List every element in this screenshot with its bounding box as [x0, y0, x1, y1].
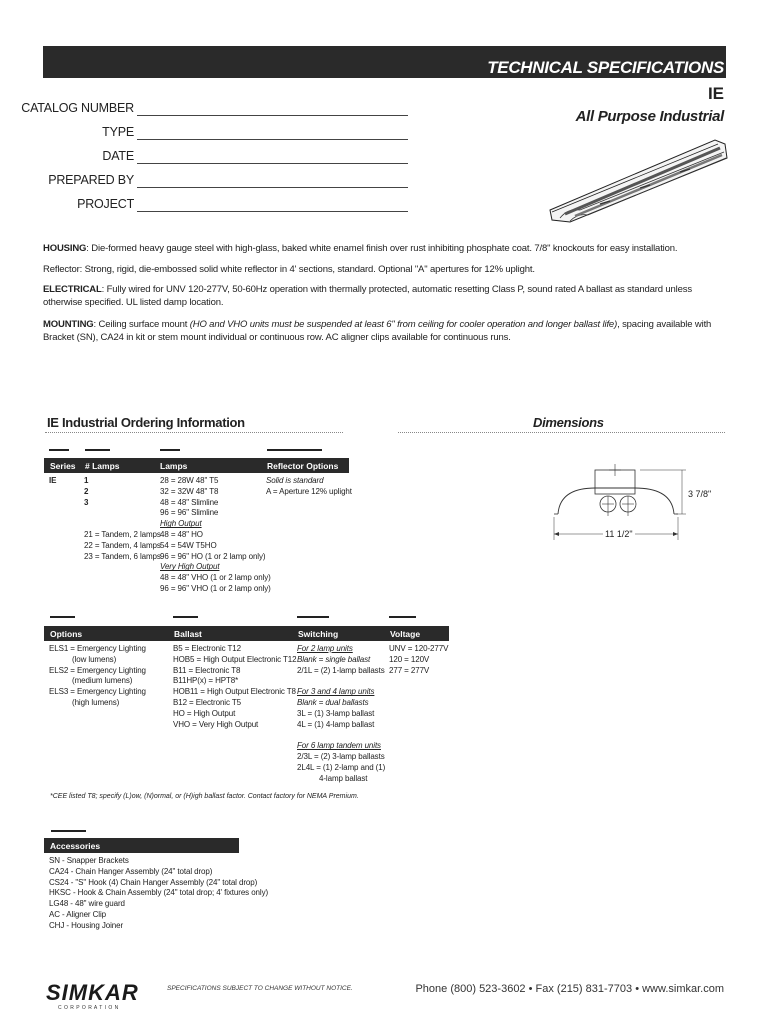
option-els2: ELS2 = Emergency Lighting	[49, 665, 146, 675]
dimensions-divider	[398, 432, 725, 433]
ordering-header-row	[44, 458, 349, 473]
ordering-divider	[45, 432, 343, 433]
lamp-28: 28 = 28W 48" T5	[160, 476, 219, 485]
switching-2l4l: 2L4L = (1) 2-lamp and (1)	[297, 762, 386, 772]
ballast-footnote: *CEE listed T8; specify (L)ow, (N)ormal, or (H)igh ballast factor. Contact factory for NEMA Premium.	[50, 793, 359, 800]
accessories-list	[49, 856, 268, 932]
header-ballast: Ballast	[174, 629, 202, 639]
count-23: 23 = Tandem, 6 lamps	[84, 551, 161, 561]
accessory-lg48: LG48 - 48" wire guard	[49, 899, 125, 909]
ballast-hob5: HOB5 = High Output Electronic T12	[173, 654, 297, 664]
count-22: 22 = Tandem, 4 lamps	[84, 540, 161, 550]
lamp-96-ho: 96 = 96" HO (1 or 2 lamp only)	[160, 551, 266, 561]
series-tick	[49, 449, 69, 451]
dimension-width: 11 1/2"	[605, 529, 633, 539]
ballast-column	[173, 644, 297, 730]
ballast-vho: VHO = Very High Output	[173, 719, 259, 729]
contact-info: Phone (800) 523-3602 • Fax (215) 831-7703 • www.simkar.com	[415, 983, 724, 995]
housing-label: HOUSING	[43, 243, 87, 254]
type-field[interactable]	[40, 125, 408, 143]
project-line	[137, 211, 408, 212]
accessories-header	[44, 838, 239, 853]
reflector-paragraph: Reflector: Strong, rigid, die-embossed solid white reflector in 4' sections, standard. Optional "A" apertures for 12% uplight.	[43, 264, 535, 275]
series-column	[49, 476, 56, 487]
switching-2-1l: 2/1L = (2) 1-lamp ballasts	[297, 665, 385, 675]
mounting-label: MOUNTING	[43, 319, 94, 330]
ordering-title: IE Industrial Ordering Information	[47, 415, 245, 430]
change-notice: SPECIFICATIONS SUBJECT TO CHANGE WITHOUT NOTICE.	[167, 985, 353, 992]
header-lamps: Lamps	[160, 461, 188, 471]
ballast-b11hp: B11HP(x) = HPT8*	[173, 676, 239, 686]
options-column	[49, 644, 146, 709]
count-2: 2	[84, 486, 89, 496]
count-1: 1	[84, 476, 89, 485]
series-value: IE	[49, 476, 57, 485]
lamps-count-column	[84, 476, 161, 562]
header-options: Options	[50, 629, 83, 639]
header-reflector: Reflector Options	[267, 461, 339, 471]
simkar-logo-sub: C O R P O R A T I O N	[58, 1005, 119, 1011]
simkar-logo: SIMKAR	[46, 980, 139, 1005]
switching-3l: 3L = (1) 3-lamp ballast	[297, 708, 375, 718]
lamp-96-vho: 96 = 96" VHO (1 or 2 lamp only)	[160, 583, 271, 593]
option-els1: ELS1 = Emergency Lighting	[49, 644, 146, 653]
prepared-by-label: PREPARED BY	[48, 173, 134, 187]
date-label: DATE	[102, 149, 134, 163]
lamp-48-vho: 48 = 48" VHO (1 or 2 lamp only)	[160, 573, 271, 583]
ballast-tick	[173, 616, 198, 618]
reflector-tick	[267, 449, 322, 451]
count-3: 3	[84, 497, 89, 507]
ballast-b11: B11 = Electronic T8	[173, 665, 241, 675]
housing-paragraph	[43, 242, 733, 255]
accessories-tick	[51, 830, 86, 832]
accessories-title: Accessories	[50, 841, 101, 851]
catalog-number-label: CATALOG NUMBER	[21, 101, 134, 115]
options-tick	[50, 616, 75, 618]
header-title: TECHNICAL SPECIFICATIONS	[487, 58, 724, 77]
very-high-output-heading: Very High Output	[160, 562, 220, 572]
catalog-number-line	[137, 115, 408, 116]
lamp-96: 96 = 96" Slimline	[160, 508, 219, 518]
housing-text: : Die-formed heavy gauge steel with high-glass, baked white enamel finish over rust inhibiting phosphate coat. 7/8" knockouts for easy installation.	[86, 243, 678, 254]
voltage-unv: UNV = 120-277V	[389, 644, 449, 653]
accessory-ac: AC - Aligner Clip	[49, 909, 106, 919]
lamps-tick	[160, 449, 180, 451]
option-els1-note: (low lumens)	[72, 654, 117, 664]
ballast-ho: HO = High Output	[173, 708, 236, 718]
ballast-hob11: HOB11 = High Output Electronic T8	[173, 687, 296, 697]
reflector-standard: Solid is standard	[266, 476, 324, 485]
mounting-pre: : Ceiling surface mount	[93, 319, 190, 330]
header-series: Series	[50, 461, 76, 471]
project-label: PROJECT	[77, 197, 134, 211]
lamp-32: 32 = 32W 48" T8	[160, 486, 219, 496]
high-output-heading: High Output	[160, 519, 202, 529]
dimensions-title: Dimensions	[533, 415, 604, 430]
switching-2-3l: 2/3L = (2) 3-lamp ballasts	[297, 751, 385, 761]
voltage-column	[389, 644, 448, 676]
mounting-paragraph	[43, 318, 733, 344]
count-21: 21 = Tandem, 2 lamps	[84, 529, 161, 539]
accessory-cs24: CS24 - "S" Hook (4) Chain Hanger Assembly (24" total drop)	[49, 877, 258, 887]
voltage-120: 120 = 120V	[389, 654, 430, 664]
switching-dual: Blank = dual ballasts	[297, 697, 369, 707]
switching-single: Blank = single ballast	[297, 654, 371, 664]
product-subtitle: All Purpose Industrial	[575, 108, 724, 125]
accessory-sn: SN - Snapper Brackets	[49, 856, 129, 865]
header-lamps-count: # Lamps	[85, 461, 120, 471]
model-code: IE	[707, 84, 724, 103]
switching-2lamp-heading: For 2 lamp units	[297, 644, 353, 653]
date-line	[137, 163, 408, 164]
option-els2-note: (medium lumens)	[72, 676, 133, 686]
options-header-row	[44, 626, 449, 641]
switching-tick	[297, 616, 329, 618]
lamps-count-tick	[85, 449, 110, 451]
voltage-tick	[389, 616, 416, 618]
dimension-height: 3 7/8"	[688, 489, 712, 499]
project-field[interactable]	[40, 197, 408, 215]
accessory-chj: CHJ - Housing Joiner	[49, 920, 124, 930]
voltage-277: 277 = 277V	[389, 665, 430, 675]
type-label: TYPE	[102, 125, 134, 139]
ballast-b12: B12 = Electronic T5	[173, 697, 241, 707]
electrical-label: ELECTRICAL	[43, 284, 102, 295]
electrical-paragraph	[43, 283, 733, 309]
header-voltage: Voltage	[390, 629, 421, 639]
switching-34lamp-heading: For 3 and 4 lamp units	[297, 687, 375, 697]
fixture-illustration	[540, 130, 730, 225]
reflector-aperture: A = Aperture 12% uplight	[266, 486, 352, 496]
ballast-b5: B5 = Electronic T12	[173, 644, 241, 653]
date-field[interactable]	[40, 149, 408, 167]
accessory-ca24: CA24 - Chain Hanger Assembly (24" total drop)	[49, 866, 213, 876]
electrical-text: : Fully wired for UNV 120-277V, 50-60Hz operation with thermally protected, automatic resetting Class P, sound rated A ballast as standard unless otherwise specified. UL listed damp location.	[43, 284, 692, 308]
lamp-48-ho: 48 = 48" HO	[160, 529, 203, 539]
prepared-by-line	[137, 187, 408, 188]
option-els3: ELS3 = Emergency Lighting	[49, 687, 146, 697]
dimensions-drawing	[540, 462, 730, 554]
type-line	[137, 139, 408, 140]
option-els3-note: (high lumens)	[72, 697, 120, 707]
reflector-column	[266, 476, 352, 498]
lamp-48: 48 = 48" Slimline	[160, 497, 219, 507]
mounting-italic: (HO and VHO units must be suspended at least 6" from ceiling for cooler operation and longer ballast life)	[189, 319, 618, 330]
switching-2l4l-cont: 4-lamp ballast	[319, 773, 368, 783]
catalog-number-field[interactable]	[21, 101, 408, 119]
switching-6lamp-heading: For 6 lamp tandem units	[297, 741, 381, 751]
accessory-hksc: HKSC - Hook & Chain Assembly (24" total drop; 4' fixtures only)	[49, 888, 269, 898]
switching-column	[297, 644, 385, 784]
lamp-54-t5ho: 54 = 54W T5HO	[160, 540, 217, 550]
switching-4l: 4L = (1) 4-lamp ballast	[297, 719, 375, 729]
header-switching: Switching	[298, 629, 339, 639]
prepared-by-field[interactable]	[40, 173, 408, 191]
lamps-column	[160, 476, 271, 595]
mounting-post: , spacing available with Bracket (SN), CA24 in kit or stem mount individual or continuous row. AC aligner clips available for continuous runs.	[43, 319, 712, 343]
